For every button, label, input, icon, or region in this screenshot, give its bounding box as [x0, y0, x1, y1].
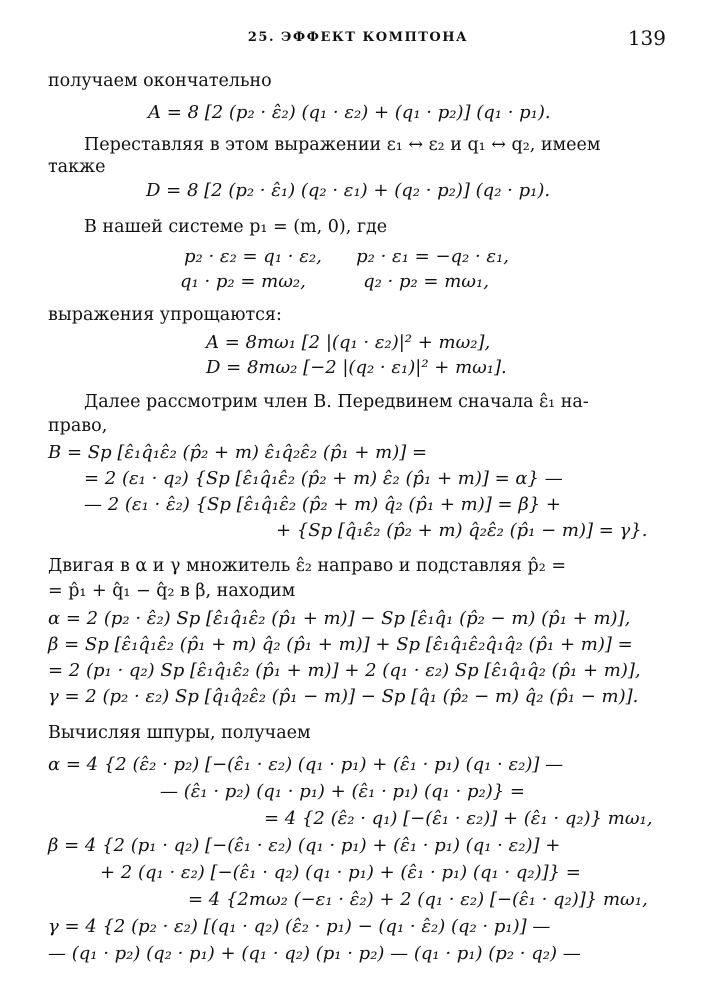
- formula-line: = 4 {2mω₂ (−ε₁ · ε̂₂) + 2 (q₁ · ε₂) [−(ε̂₁ · q₂)]} mω₁,: [188, 889, 648, 910]
- running-head: 25. ЭФФЕКТ КОМПТОНА: [247, 30, 469, 45]
- text-line: Двигая в α и γ множитель ε̂₂ направо и подставляя p̂₂ =: [48, 556, 566, 576]
- formula-line: — 2 (ε₁ · ε̂₂) {Sp [ε̂₁q̂₁ε̂₂ (p̂₂ + m) q̂₂ (p̂₁ + m)] = β} +: [84, 494, 561, 515]
- text-line: В нашей системе p₁ = (m, 0), где: [84, 217, 388, 237]
- formula-line: γ = 2 (p₂ · ε₂) Sp [q̂₁q̂₂ε̂₂ (p̂₁ − m)] − Sp [q̂₁ (p̂₂ − m) q̂₂ (p̂₁ − m)].: [48, 686, 639, 707]
- page-number: 139: [627, 26, 666, 50]
- text-line: = p̂₁ + q̂₁ − q̂₂ в β, находим: [48, 581, 296, 601]
- formula-line: A = 8 [2 (p₂ · ε̂₂) (q₁ · ε₂) + (q₁ · p₂)] (q₁ · p₁).: [148, 102, 551, 123]
- formula-line: p₂ · ε₂ = q₁ · ε₂, p₂ · ε₁ = −q₂ · ε₁,: [184, 246, 510, 267]
- text-line: также: [48, 157, 106, 177]
- formula-line: β = Sp [ε̂₁q̂₁ε̂₂ (p̂₁ + m) q̂₂ (p̂₁ + m)] + Sp [ε̂₁q̂₁ε̂₂q̂₁q̂₂ (p̂₁ + m)] =: [48, 634, 633, 655]
- text-line: Переставляя в этом выражении ε₁ ↔ ε₂ и q₁ ↔ q₂, имеем: [84, 135, 601, 155]
- text-line: выражения упрощаются:: [48, 305, 282, 325]
- formula-line: = 2 (ε₁ · q₂) {Sp [ε̂₁q̂₁ε̂₂ (p̂₂ + m) ε̂₂ (p̂₁ + m)] = α} —: [84, 468, 563, 489]
- page-header: [48, 26, 668, 50]
- text-line: Вычисляя шпуры, получаем: [48, 723, 311, 743]
- formula-line: + {Sp [q̂₁ε̂₂ (p̂₂ + m) q̂₂ε̂₂ (p̂₁ − m)] = γ}.: [276, 520, 648, 541]
- formula-line: + 2 (q₁ · ε₂) [−(ε̂₁ · q₂) (q₁ · p₁) + (ε̂₁ · p₁) (q₁ · q₂)]} =: [100, 862, 581, 883]
- formula-line: β = 4 {2 (p₁ · q₂) [−(ε̂₁ · ε₂) (q₁ · p₁) + (ε̂₁ · p₁) (q₁ · ε₂)] +: [48, 835, 561, 856]
- formula-line: γ = 4 {2 (p₂ · ε₂) [(q₁ · q₂) (ε̂₂ · p₁) − (q₁ · ε̂₂) (q₂ · p₁)] —: [48, 916, 551, 937]
- formula-line: B = Sp [ε̂₁q̂₁ε̂₂ (p̂₂ + m) ε̂₁q̂₂ε̂₂ (p̂₁ + m)] =: [48, 442, 428, 463]
- text-line: Далее рассмотрим член B. Передвинем сначала ε̂₁ на-: [84, 392, 589, 412]
- formula-line: q₁ · p₂ = mω₂, q₂ · p₂ = mω₁,: [180, 271, 489, 292]
- formula-line: = 4 {2 (ε̂₂ · q₁) [−(ε̂₁ · ε₂)] + (ε̂₁ · q₂)} mω₁,: [264, 808, 653, 829]
- formula-line: α = 4 {2 (ε̂₂ · p₂) [−(ε̂₁ · ε₂) (q₁ · p₁) + (ε̂₁ · p₁) (q₁ · ε₂)] —: [48, 754, 564, 775]
- text-line: право,: [48, 416, 108, 436]
- formula-line: D = 8mω₂ [−2 |(q₂ · ε₁)|² + mω₁].: [206, 357, 507, 378]
- formula-line: A = 8mω₁ [2 |(q₁ · ε₂)|² + mω₂],: [206, 332, 491, 353]
- formula-line: D = 8 [2 (p₂ · ε̂₁) (q₂ · ε₁) + (q₂ · p₂)] (q₂ · p₁).: [146, 180, 551, 201]
- text-line: получаем окончательно: [48, 71, 272, 91]
- formula-line: — (q₁ · p₂) (q₂ · p₁) + (q₁ · q₂) (p₁ · p₂) — (q₁ · p₁) (p₂ · q₂) —: [48, 943, 581, 964]
- formula-line: α = 2 (p₂ · ε̂₂) Sp [ε̂₁q̂₁ε̂₂ (p̂₁ + m)] − Sp [ε̂₁q̂₁ (p̂₂ − m) (p̂₁ + m)],: [48, 608, 631, 629]
- formula-line: = 2 (p₁ · q₂) Sp [ε̂₁q̂₁ε̂₂ (p̂₁ + m)] + 2 (q₁ · ε₂) Sp [ε̂₁q̂₁q̂₂ (p̂₁ + m)],: [48, 660, 641, 681]
- formula-line: — (ε̂₁ · p₂) (q₁ · p₁) + (ε̂₁ · p₁) (q₁ · p₂)} =: [160, 781, 525, 802]
